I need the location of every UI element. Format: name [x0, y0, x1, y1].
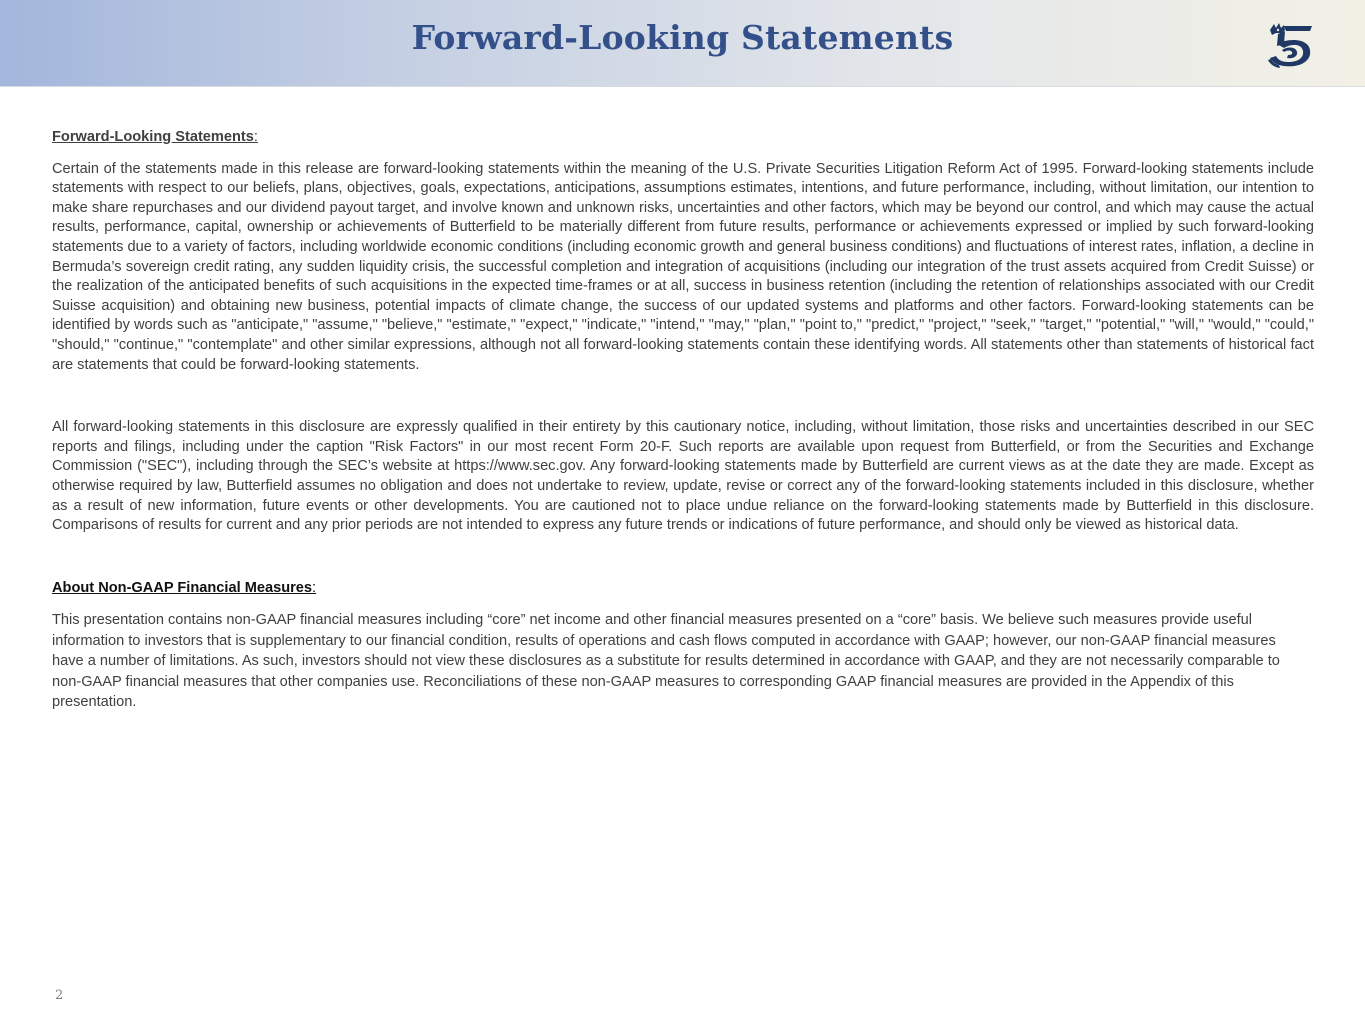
page-number: 2 — [55, 988, 64, 1003]
header-banner — [0, 0, 1365, 87]
forward-looking-paragraph-2: All forward-looking statements in this disclosure are expressly qualified in their entirety by this cautionary notice, including, without limitation, those risks and uncertainties described in our SEC reports and filings, including under the caption "Risk Factors" in our most recent Form 20-F. Such reports are available upon request from Butterfield, or from the Securities and Exchange Commission ("SEC"), including through the SEC’s website at https://www.sec.gov. Any forward-looking statements made by Butterfield are current views as at the date they are made. Except as otherwise required by law, Butterfield assumes no obligation and does not undertake to review, update, revise or correct any of the forward-looking statements included in this disclosure, whether as a result of new information, future events or other developments. You are cautioned not to place undue reliance on the forward-looking statements made by Butterfield in this disclosure. Comparisons of results for current and any prior periods are not intended to express any future trends or indications of future performance, and should only be viewed as historical data. — [52, 419, 1314, 534]
non-gaap-paragraph: This presentation contains non-GAAP financial measures including “core” net income and other financial measures presented on a “core” basis. We believe such measures provide useful information to investors that is supplementary to our financial condition, results of operations and cash flows computed in accordance with GAAP; however, our non-GAAP financial measures have a number of limitations. As such, investors should not view these disclosures as a substitute for results determined in accordance with GAAP, and they are not necessarily comparable to non-GAAP financial measures that other companies use. Reconciliations of these non-GAAP measures to corresponding GAAP financial measures are provided in the Appendix of this presentation. — [52, 612, 1280, 710]
heading-colon: : — [253, 129, 258, 145]
butterfield-lion-logo-icon — [1264, 20, 1316, 70]
forward-looking-heading-text: Forward-Looking Statements — [52, 129, 254, 145]
non-gaap-heading — [52, 579, 1314, 599]
spacer — [52, 536, 1314, 579]
forward-looking-heading — [52, 128, 1314, 148]
non-gaap-heading-text: About Non-GAAP Financial Measures — [52, 579, 313, 596]
forward-looking-paragraph-1: Certain of the statements made in this release are forward-looking statements within the meaning of the U.S. Private Securities Litigation Reform Act of 1995. Forward-looking statements include statements with respect to our beliefs, plans, objectives, goals, expectations, anticipations, assumptions estimates, intentions, and future performance, including, without limitation, our intention to make share repurchases and our dividend payout target, and involve known and unknown risks, uncertainties and other factors, which may be beyond our control, and which may cause the actual results, performance, capital, ownership or achievements of Butterfield to be materially different from future results, performance or achievements expressed or implied by such forward-looking statements due to a variety of factors, including worldwide economic conditions (including economic growth and general business conditions) and fluctuations of interest rates, inflation, a decline in Bermuda’s sovereign credit rating, any sudden liquidity crisis, the successful completion and integration of acquisitions (including our integration of the trust assets acquired from Credit Suisse) or the realization of the anticipated benefits of such acquisitions in the expected time-frames or at all, success in business retention (including the retention of relationships associated with our Credit Suisse acquisition) and obtaining new business, potential impacts of climate change, the success of our updated systems and platforms and other factors. Forward-looking statements can be identified by words such as "anticipate," "assume," "believe," "estimate," "expect," "indicate," "intend," "may," "plan," "point to," "predict," "project," "seek," "target," "potential," "will," "would," "could," "should," "continue," "contemplate" and other similar expressions, although not all forward-looking statements contain these identifying words. All statements other than statements of historical fact are statements that could be forward-looking statements. — [52, 160, 1314, 373]
content-area — [52, 128, 1314, 712]
page-title: Forward-Looking Statements — [411, 18, 954, 57]
heading-colon: : — [312, 579, 317, 596]
spacer — [52, 375, 1314, 418]
